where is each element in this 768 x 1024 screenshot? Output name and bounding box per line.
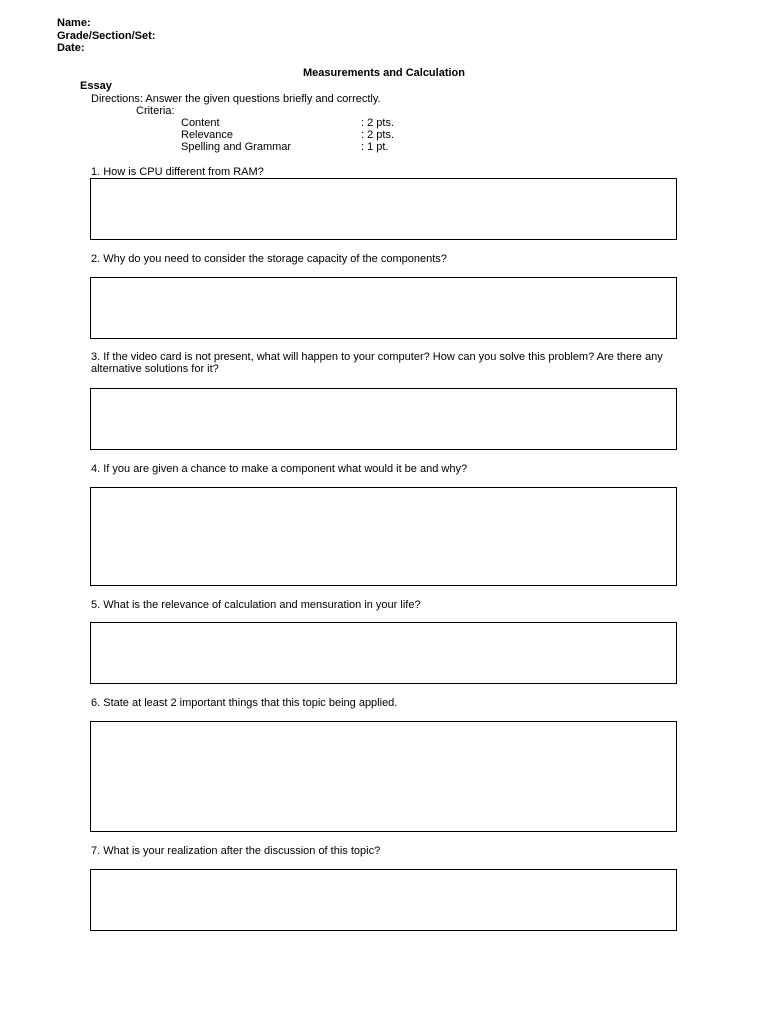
criteria-name: Spelling and Grammar <box>181 141 292 153</box>
directions-text: Directions: Answer the given questions briefly and correctly. <box>91 93 381 105</box>
criteria-label: Criteria: <box>136 105 175 117</box>
answer-box-6[interactable] <box>90 721 677 832</box>
question-2: 2. Why do you need to consider the storage capacity of the components? <box>91 253 447 265</box>
question-4: 4. If you are given a chance to make a component what would it be and why? <box>91 463 468 475</box>
answer-box-2[interactable] <box>90 277 677 339</box>
answer-box-7[interactable] <box>90 869 677 931</box>
grade-section-set-label: Grade/Section/Set: <box>57 29 156 42</box>
criteria-points: : 2 pts. <box>361 117 395 129</box>
answer-box-3[interactable] <box>90 388 677 450</box>
question-5: 5. What is the relevance of calculation and mensuration in your life? <box>91 599 421 611</box>
section-label: Essay <box>80 80 112 92</box>
question-3: 3. If the video card is not present, what will happen to your computer? How can you solve this problem? Are there any alternative solutions for it? <box>91 351 663 375</box>
date-label: Date: <box>57 42 85 54</box>
criteria-points: : 1 pt. <box>361 141 389 153</box>
answer-box-1[interactable] <box>90 178 677 240</box>
question-7: 7. What is your realization after the discussion of this topic? <box>91 845 381 857</box>
criteria-name: Relevance <box>181 129 233 141</box>
criteria-points: : 2 pts. <box>361 129 395 141</box>
worksheet-title: Measurements and Calculation <box>303 67 465 79</box>
student-info-header <box>57 17 155 55</box>
criteria-item <box>181 141 481 153</box>
name-label: Name: <box>57 17 91 29</box>
criteria-item <box>181 129 481 141</box>
question-6: 6. State at least 2 important things that this topic being applied. <box>91 697 398 709</box>
question-1: 1. How is CPU different from RAM? <box>91 166 264 178</box>
criteria-list <box>181 117 481 153</box>
answer-box-5[interactable] <box>90 622 677 684</box>
answer-box-4[interactable] <box>90 487 677 586</box>
criteria-name: Content <box>181 117 220 129</box>
criteria-item <box>181 117 481 129</box>
